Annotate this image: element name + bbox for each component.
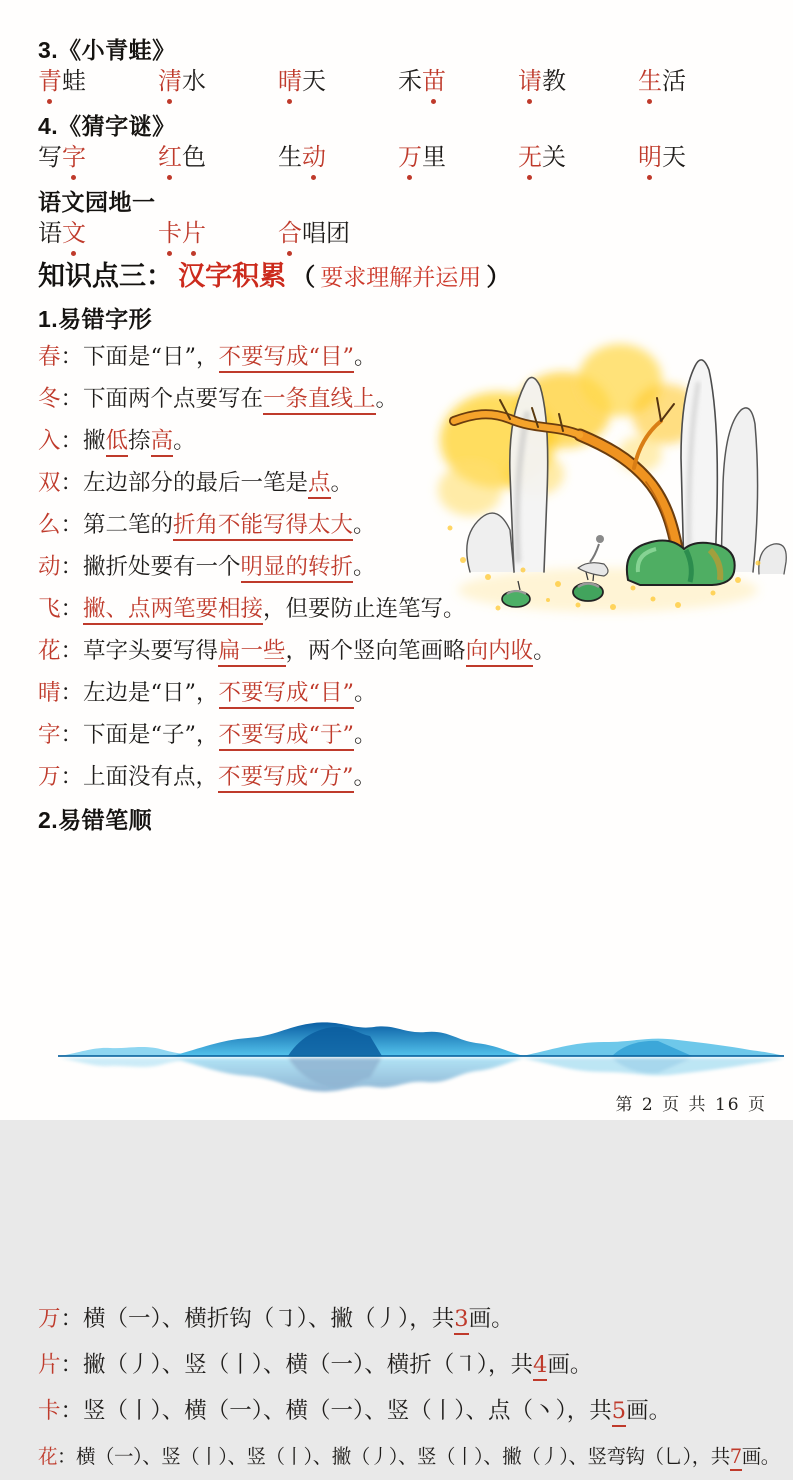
vocab-word	[518, 66, 638, 96]
red-underlined-phrase: 一条直线上	[263, 386, 376, 415]
note-line	[38, 462, 778, 504]
red-underlined-phrase: 点	[308, 470, 331, 499]
note-text: ：撇	[60, 428, 106, 454]
note-lead-char: 万	[38, 1306, 61, 1332]
red-underlined-phrase: 明显的转折	[241, 554, 354, 583]
note-text: ：下面是“日”，	[60, 344, 219, 370]
note-line	[38, 378, 778, 420]
note-lead-char: 飞	[38, 596, 61, 622]
note-text: ：左边部分的最后一笔是	[60, 470, 309, 496]
vocab-word	[158, 66, 278, 96]
note-text: ：左边是“日”，	[60, 680, 219, 706]
red-underlined-phrase: 不要写成“方”	[218, 764, 354, 793]
note-lead-char: 双	[38, 470, 61, 496]
plain-char: 天	[302, 67, 326, 95]
highlighted-char: 动	[302, 143, 326, 171]
note-text: 。	[353, 512, 376, 538]
lesson-sections	[38, 34, 760, 262]
knowledge-point-topic: 汉字积累	[178, 261, 287, 291]
knowledge-point-label: 知识点三：	[38, 261, 173, 291]
page-number-footer: 第 2 页 共 16 页	[615, 1095, 767, 1115]
red-underlined-phrase: 5	[612, 1398, 626, 1427]
note-text: 画。	[741, 1445, 780, 1468]
highlighted-char: 晴	[278, 67, 302, 95]
note-text: 画。	[626, 1398, 672, 1424]
red-underlined-phrase: 4	[533, 1352, 547, 1381]
vocab-word	[278, 66, 398, 96]
highlighted-char: 红	[158, 143, 182, 171]
water-reflection-icon	[52, 1014, 790, 1100]
note-text: ：撇折处要有一个	[60, 554, 241, 580]
vocab-word	[398, 142, 518, 172]
vocab-word	[278, 142, 398, 172]
plain-char: 水	[182, 67, 206, 95]
knowledge-point-header	[38, 254, 510, 293]
red-underlined-phrase: 折角不能写得太大	[173, 512, 353, 541]
note-text: 画。	[468, 1306, 514, 1332]
note-text: ：草字头要写得	[60, 638, 219, 664]
error-prone-glyph-notes	[38, 336, 778, 798]
highlighted-char: 万	[398, 143, 422, 171]
note-line	[38, 714, 778, 756]
highlighted-char: 请	[518, 67, 542, 95]
plain-char: 教	[542, 67, 566, 95]
note-text: ：竖（丨）、横（一）、横（一）、竖（丨）、点（丶），共	[60, 1398, 612, 1424]
red-underlined-phrase: 不要写成“于”	[219, 722, 355, 751]
note-text: 画。	[547, 1352, 593, 1378]
note-text: ：横（一）、竖（丨）、竖（丨）、撇（丿）、竖（丨）、撇（丿）、竖弯钩（乚），共	[57, 1445, 730, 1468]
vocab-word	[278, 218, 398, 248]
highlighted-char: 文	[62, 219, 86, 247]
note-text: ，但要防止连笔写。	[263, 596, 466, 622]
note-line	[38, 1296, 778, 1342]
note-lead-char: 晴	[38, 680, 61, 706]
note-line	[38, 756, 778, 798]
red-underlined-phrase: 扁一些	[218, 638, 286, 667]
note-text: ：上面没有点，	[60, 764, 219, 790]
lesson-title: 4.《猜字谜》	[38, 113, 176, 139]
vocab-word-row	[38, 142, 758, 186]
note-text: 。	[375, 386, 399, 412]
stroke-order-notes	[38, 1296, 778, 1480]
highlighted-char: 青	[38, 67, 62, 95]
note-lead-char: 卡	[38, 1398, 61, 1424]
vocab-word	[38, 66, 158, 96]
note-line	[38, 672, 778, 714]
note-lead-char: 万	[38, 764, 61, 790]
plain-char: 蛙	[62, 67, 86, 95]
note-text: 。	[354, 722, 377, 748]
vocab-word	[158, 218, 278, 248]
paren-open: （	[291, 264, 316, 291]
highlighted-char: 苗	[422, 67, 446, 95]
note-line	[38, 630, 778, 672]
watercolor-water-illustration	[52, 1014, 790, 1100]
note-text: ：	[60, 596, 84, 622]
note-text: ，两个竖向笔画略	[285, 638, 466, 664]
vocab-word	[398, 66, 518, 96]
note-lead-char: 动	[38, 554, 61, 580]
highlighted-char: 生	[638, 67, 662, 95]
plain-char: 唱团	[302, 219, 350, 247]
plain-char: 写	[38, 143, 62, 171]
note-text: 。	[353, 554, 376, 580]
note-lead-char: 冬	[38, 386, 61, 412]
red-underlined-phrase: 不要写成“目”	[219, 680, 355, 709]
note-text: 。	[354, 680, 377, 706]
note-line	[38, 336, 778, 378]
vocab-word	[638, 142, 758, 172]
note-line	[38, 420, 778, 462]
highlighted-char: 合	[278, 219, 302, 247]
plain-char: 活	[662, 67, 686, 95]
note-lead-char: 片	[38, 1352, 61, 1378]
plain-char: 色	[182, 143, 206, 171]
vocab-word	[38, 218, 158, 248]
vocab-word	[158, 142, 278, 172]
note-text: ：横（一）、横折钩（㇆）、撇（丿），共	[60, 1306, 455, 1332]
note-line	[38, 588, 778, 630]
note-lead-char: 花	[38, 638, 61, 664]
highlighted-char: 无	[518, 143, 542, 171]
note-text: ：第二笔的	[60, 512, 174, 538]
plain-char: 禾	[398, 67, 422, 95]
note-lead-char: 入	[38, 428, 61, 454]
highlighted-char: 明	[638, 143, 662, 171]
note-line	[38, 504, 778, 546]
vocab-word	[38, 142, 158, 172]
note-text: 。	[353, 764, 377, 790]
note-text: 。	[533, 638, 556, 664]
red-underlined-phrase: 3	[454, 1306, 468, 1335]
note-lead-char: 春	[38, 344, 61, 370]
note-text: 。	[354, 344, 377, 370]
red-underlined-phrase: 低	[106, 428, 129, 457]
red-underlined-phrase: 撇、点两笔要相接	[83, 596, 263, 625]
vocab-word-row	[38, 66, 758, 110]
highlighted-char: 片	[182, 219, 206, 247]
knowledge-point-requirement: 要求理解并运用	[320, 265, 482, 291]
note-text: 。	[330, 470, 354, 496]
note-text: 。	[173, 428, 196, 454]
highlighted-char: 卡	[158, 219, 182, 247]
plain-char: 天	[662, 143, 686, 171]
note-text: 捺	[128, 428, 151, 454]
highlighted-char: 清	[158, 67, 182, 95]
note-lead-char: 花	[38, 1445, 58, 1468]
note-text: ：撇（丿）、竖（丨）、横（一）、横折（㇕），共	[60, 1352, 534, 1378]
vocab-word	[518, 142, 638, 172]
red-underlined-phrase: 高	[151, 428, 174, 457]
plain-char: 关	[542, 143, 566, 171]
note-lead-char: 字	[38, 722, 61, 748]
highlighted-char: 字	[62, 143, 86, 171]
note-line	[38, 1342, 778, 1388]
plain-char: 生	[278, 143, 302, 171]
lesson-title: 语文园地一	[38, 189, 156, 215]
note-lead-char: 么	[38, 512, 61, 538]
subsection-title-strokes: 2.易错笔顺	[38, 807, 153, 833]
note-text: ：下面两个点要写在	[60, 386, 264, 412]
red-underlined-phrase: 不要写成“目”	[219, 344, 355, 373]
plain-char: 里	[422, 143, 446, 171]
note-text: ：下面是“子”，	[60, 722, 219, 748]
red-underlined-phrase: 7	[730, 1445, 742, 1471]
red-underlined-phrase: 向内收	[466, 638, 534, 667]
note-line	[38, 1434, 778, 1480]
plain-char: 语	[38, 219, 62, 247]
lesson-title: 3.《小青蛙》	[38, 37, 176, 63]
vocab-word	[638, 66, 758, 96]
note-line	[38, 546, 778, 588]
note-line	[38, 1388, 778, 1434]
paren-close: ）	[486, 264, 511, 291]
subsection-title-glyphs: 1.易错字形	[38, 306, 153, 332]
